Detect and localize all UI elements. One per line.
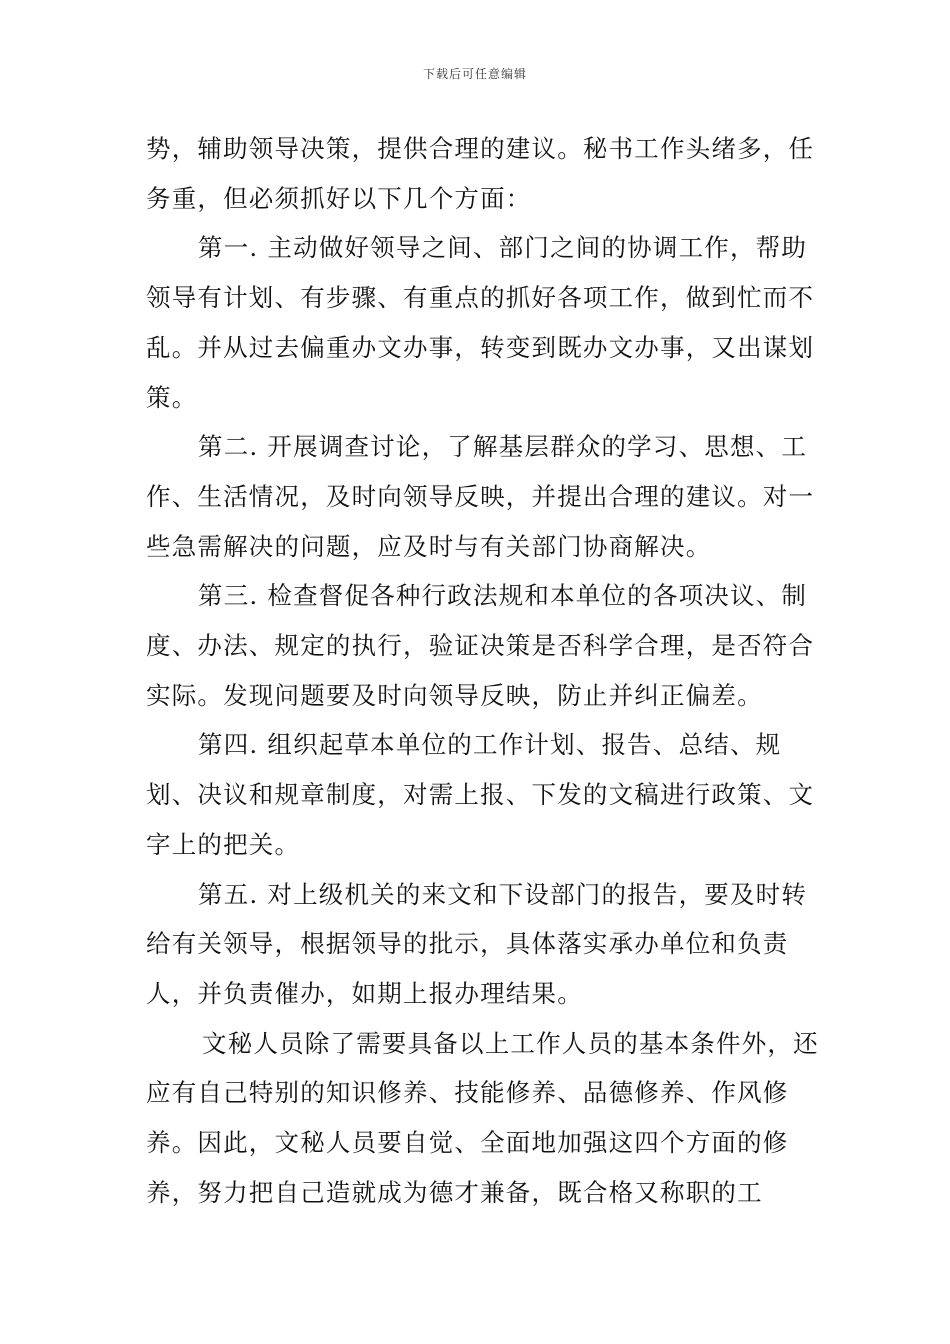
paragraph-item-4: 第四. 组织起草本单位的工作计划、报告、总结、规划、决议和规章制度，对需上报、下发的文稿进行政策、文字上的把关。 bbox=[146, 730, 815, 859]
paragraph-summary: 文秘人员除了需要具备以上工作人员的基本条件外，还应有自己特别的知识修养、技能修养、品德修养、作风修养。因此，文秘人员要自觉、全面地加强这四个方面的修养，努力把自己造就成为德才兼备，既合格又称职的工 bbox=[146, 1028, 819, 1207]
page-header: 下载后可任意编辑 bbox=[422, 67, 527, 81]
paragraph-item-1: 第一. 主动做好领导之间、部门之间的协调工作，帮助领导有计划、有步骤、有重点的抓好各项工作，做到忙而不乱。并从过去偏重办文办事，转变到既办文办事，又出谋划策。 bbox=[146, 233, 815, 412]
document-body bbox=[146, 124, 826, 1217]
paragraph-item-3: 第三. 检查督促各种行政法规和本单位的各项决议、制度、办法、规定的执行，验证决策是否科学合理，是否符合实际。发现问题要及时向领导反映，防止并纠正偏差。 bbox=[146, 581, 815, 710]
paragraph-item-5: 第五. 对上级机关的来文和下设部门的报告，要及时转给有关领导，根据领导的批示，具体落实承办单位和负责人，并负责催办，如期上报办理结果。 bbox=[146, 879, 808, 1008]
paragraph-item-2: 第二. 开展调查讨论，了解基层群众的学习、思想、工作、生活情况，及时向领导反映，并提出合理的建议。对一些急需解决的问题，应及时与有关部门协商解决。 bbox=[146, 432, 815, 561]
paragraph-continued: 势，辅助领导决策，提供合理的建议。秘书工作头绪多，任务重，但必须抓好以下几个方面： bbox=[146, 134, 815, 213]
